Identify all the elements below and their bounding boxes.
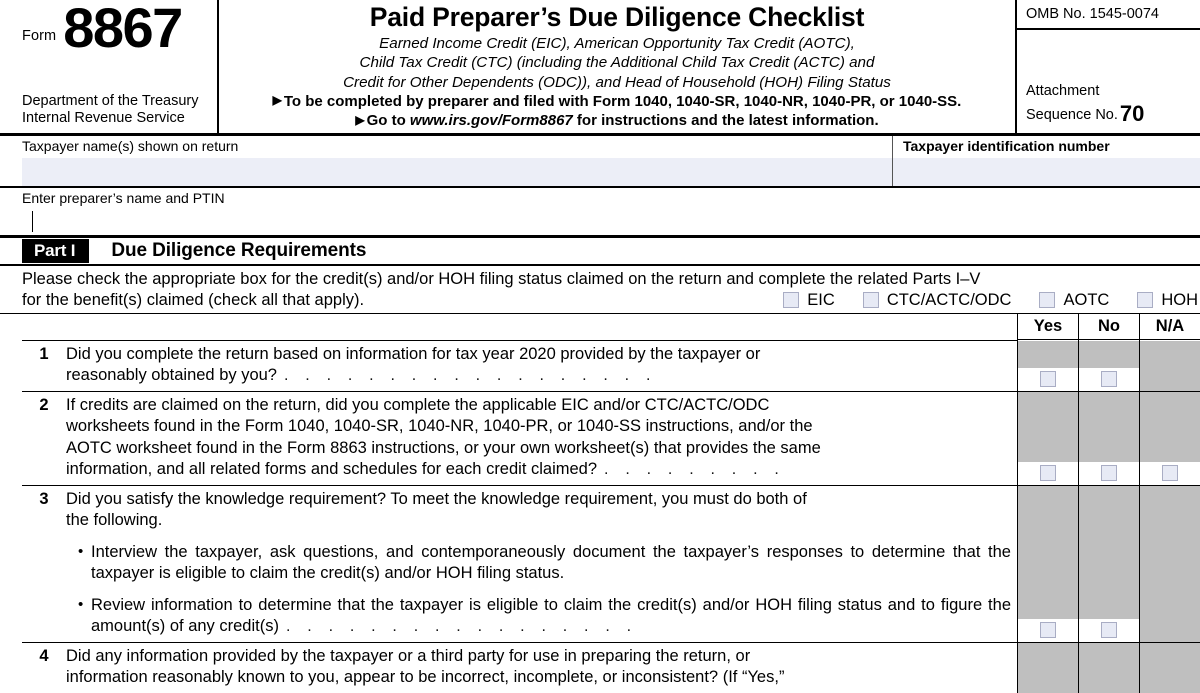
- taxpayer-id-label: Taxpayer identification number: [903, 138, 1110, 154]
- masthead-omb-block: [1017, 0, 1200, 133]
- taxpayer-name-input[interactable]: [22, 158, 892, 186]
- page-title: Paid Preparer’s Due Diligence Checklist: [369, 2, 865, 32]
- question-1-answers: [1017, 341, 1200, 392]
- question-2-na-cell[interactable]: [1139, 392, 1200, 485]
- answer-columns-header: [1017, 314, 1200, 341]
- credit-checkbox-eic-label: EIC: [807, 290, 835, 309]
- question-2-yes-cell[interactable]: [1018, 392, 1078, 485]
- question-1-yes-cell[interactable]: [1018, 341, 1078, 391]
- question-2-line-2: worksheets found in the Form 1040, 1040-SR, 1040-NR, 1040-PR, or 1040-SS instructions, and/or the: [66, 417, 813, 436]
- answer-header-spacer: [22, 314, 1017, 341]
- form-number: 8867: [63, 0, 182, 59]
- leader-dots: . . . . . . . . .: [604, 461, 786, 479]
- question-2-answers: [1017, 392, 1200, 486]
- question-3-bullet-2-text: [91, 595, 1011, 638]
- form-subtitle: [227, 34, 1007, 92]
- leader-dots: . . . . . . . . . . . . . . . . .: [285, 618, 638, 636]
- subtitle-line-1: Earned Income Credit (EIC), American Opportunity Tax Credit (AOTC),: [379, 35, 855, 53]
- question-row-4: [0, 643, 1200, 693]
- taxpayer-name-label: Taxpayer name(s) shown on return: [22, 138, 239, 154]
- answer-column-no-label: No: [1079, 314, 1139, 340]
- taxpayer-id-input[interactable]: [893, 158, 1200, 186]
- irs-form-url[interactable]: www.irs.gov/Form8867: [409, 112, 573, 130]
- checkbox-icon[interactable]: [1101, 622, 1117, 638]
- credit-checkbox-ctc-actc-odc-label: CTC/ACTC/ODC: [886, 290, 1012, 309]
- bullet-dot-icon: •: [78, 542, 84, 560]
- question-2-number: 2: [39, 395, 49, 414]
- question-1-na-cell: [1139, 341, 1200, 391]
- checkbox-icon[interactable]: [1101, 465, 1117, 481]
- question-3-bullet-2: [66, 595, 1011, 638]
- answer-column-yes: [1018, 314, 1078, 341]
- form-number-block: [22, 0, 217, 59]
- question-3-line-1: Did you satisfy the knowledge requirement? To meet the knowledge requirement, you must do both of: [66, 489, 807, 508]
- question-3-line-2: the following.: [66, 511, 163, 530]
- form-masthead: [0, 0, 1200, 136]
- preparer-name-label: Enter preparer’s name and PTIN: [22, 190, 225, 206]
- credit-checkbox-hoh[interactable]: [1137, 290, 1198, 311]
- question-row-2: [0, 392, 1200, 486]
- question-3-na-cell: [1139, 486, 1200, 642]
- goto-instruction-line: [227, 111, 1007, 131]
- instruction-line-1: Please check the appropriate box for the credit(s) and/or HOH filing status claimed on the return and complete the related Parts I–V: [22, 270, 981, 288]
- question-1-no-cell[interactable]: [1078, 341, 1139, 391]
- question-row-1: [0, 341, 1200, 392]
- attachment-label-line-2: Sequence No.: [1026, 106, 1118, 123]
- goto-suffix: for instructions and the latest information.: [572, 112, 879, 130]
- right-triangle-icon: ▶: [355, 112, 365, 127]
- checkbox-icon[interactable]: [1101, 371, 1117, 387]
- attachment-sequence: [1026, 83, 1144, 127]
- taxpayer-name-cell[interactable]: [22, 136, 893, 186]
- taxpayer-identity-row: [0, 136, 1200, 188]
- right-triangle-icon: ▶: [272, 93, 282, 108]
- question-2-text: [22, 392, 1017, 485]
- question-3-text: [22, 486, 1017, 642]
- checkbox-icon[interactable]: [1137, 292, 1153, 308]
- preparer-name-cell[interactable]: [22, 188, 1200, 235]
- question-4-no-cell: [1078, 643, 1139, 693]
- question-1-line-1: Did you complete the return based on information for tax year 2020 provided by the taxpayer or: [66, 344, 761, 363]
- question-3-answers: [1017, 486, 1200, 643]
- question-2-body: [66, 395, 1011, 481]
- question-3-body: [66, 489, 1011, 638]
- checkbox-icon[interactable]: [863, 292, 879, 308]
- checkbox-icon[interactable]: [1040, 622, 1056, 638]
- form-word-label: Form: [22, 28, 57, 45]
- question-3-yes-cell[interactable]: [1018, 486, 1078, 642]
- preparer-row: [0, 188, 1200, 238]
- credit-checkbox-aotc[interactable]: [1039, 290, 1109, 311]
- masthead-form-identity: [22, 0, 219, 133]
- bullet-dot-icon: •: [78, 595, 84, 613]
- attachment-label-line-1: Attachment: [1026, 83, 1100, 100]
- question-1-number: 1: [39, 344, 49, 363]
- question-2-line-3: AOTC worksheet found in the Form 8863 instructions, or your own worksheet(s) that provides the same: [66, 438, 821, 457]
- question-4-body: [66, 646, 1011, 689]
- question-4-answers: [1017, 643, 1200, 693]
- question-4-number: 4: [39, 646, 49, 665]
- attachment-sequence-number: 70: [1119, 100, 1145, 126]
- question-2-no-cell[interactable]: [1078, 392, 1139, 485]
- question-4-text: [22, 643, 1017, 693]
- subtitle-line-2: Child Tax Credit (CTC) (including the Additional Child Tax Credit (ACTC) and: [359, 54, 875, 72]
- checkbox-icon[interactable]: [1162, 465, 1178, 481]
- checkbox-icon[interactable]: [783, 292, 799, 308]
- credit-checkbox-ctc-actc-odc[interactable]: [863, 290, 1012, 311]
- credit-checkbox-aotc-label: AOTC: [1063, 290, 1110, 309]
- issuing-agency: [22, 93, 199, 128]
- question-4-line-1: Did any information provided by the taxpayer or a third party for use in preparing the return, or: [66, 646, 751, 665]
- question-2-line-1: If credits are claimed on the return, did you complete the applicable EIC and/or CTC/ACTC/ODC: [66, 395, 770, 414]
- filing-instruction-text: To be completed by preparer and filed with Form 1040, 1040-SR, 1040-NR, 1040-PR, or 1040-SS.: [283, 92, 962, 110]
- question-1-line-2: reasonably obtained by you?: [66, 366, 277, 384]
- part-1-header: [0, 238, 1200, 266]
- answer-column-na-label: N/A: [1140, 314, 1200, 340]
- question-4-na-cell: [1139, 643, 1200, 693]
- answer-column-yes-label: Yes: [1018, 314, 1078, 340]
- subtitle-line-3: Credit for Other Dependents (ODC)), and Head of Household (HOH) Filing Status: [343, 73, 891, 91]
- goto-prefix: Go to: [366, 112, 410, 130]
- text-cursor-caret: [32, 211, 33, 232]
- omb-number: OMB No. 1545-0074: [1017, 0, 1200, 30]
- question-3-bullet-1-text: Interview the taxpayer, ask questions, and contemporaneously document the taxpayer’s responses to determine that the taxpayer is eligible to claim the credit(s) and/or HOH filing status.: [91, 542, 1011, 583]
- credit-checkbox-group: [783, 290, 1198, 311]
- masthead-title-block: [219, 0, 1017, 133]
- department-line-1: Department of the Treasury: [22, 92, 199, 109]
- part-1-tag: Part I: [22, 239, 89, 263]
- question-3-no-cell[interactable]: [1078, 486, 1139, 642]
- taxpayer-id-cell[interactable]: [893, 136, 1200, 186]
- question-row-3: [0, 486, 1200, 643]
- part-1-instructions: [0, 266, 1200, 314]
- department-line-2: Internal Revenue Service: [22, 110, 185, 127]
- question-4-yes-cell: [1018, 643, 1078, 693]
- answer-column-na: [1139, 314, 1200, 341]
- question-3-bullet-1: [66, 542, 1011, 585]
- question-1-text: [22, 341, 1017, 391]
- part-1-title: Due Diligence Requirements: [111, 240, 367, 261]
- answer-column-no: [1078, 314, 1139, 341]
- checkbox-icon[interactable]: [1040, 371, 1056, 387]
- credit-checkbox-hoh-label: HOH: [1161, 290, 1198, 309]
- question-3-bullet-2-body: Review information to determine that the taxpayer is eligible to claim the credit(s) and/or HOH filing status and to figure the amount(s) of any credit(s): [91, 595, 1011, 636]
- instruction-line-2: for the benefit(s) claimed (check all that apply).: [22, 290, 365, 309]
- leader-dots: . . . . . . . . . . . . . . . . . .: [284, 367, 657, 384]
- question-4-line-2: information reasonably known to you, appear to be incorrect, incomplete, or inconsistent? (If “Yes,”: [66, 668, 785, 687]
- checkbox-icon[interactable]: [1040, 465, 1056, 481]
- filing-instruction-line: [227, 92, 1007, 112]
- question-3-number: 3: [39, 489, 49, 508]
- credit-checkbox-eic[interactable]: [783, 290, 835, 311]
- question-1-body: [66, 344, 1011, 387]
- checkbox-icon[interactable]: [1039, 292, 1055, 308]
- question-2-line-4: information, and all related forms and schedules for each credit claimed?: [66, 460, 598, 479]
- answer-header-row: [0, 314, 1200, 341]
